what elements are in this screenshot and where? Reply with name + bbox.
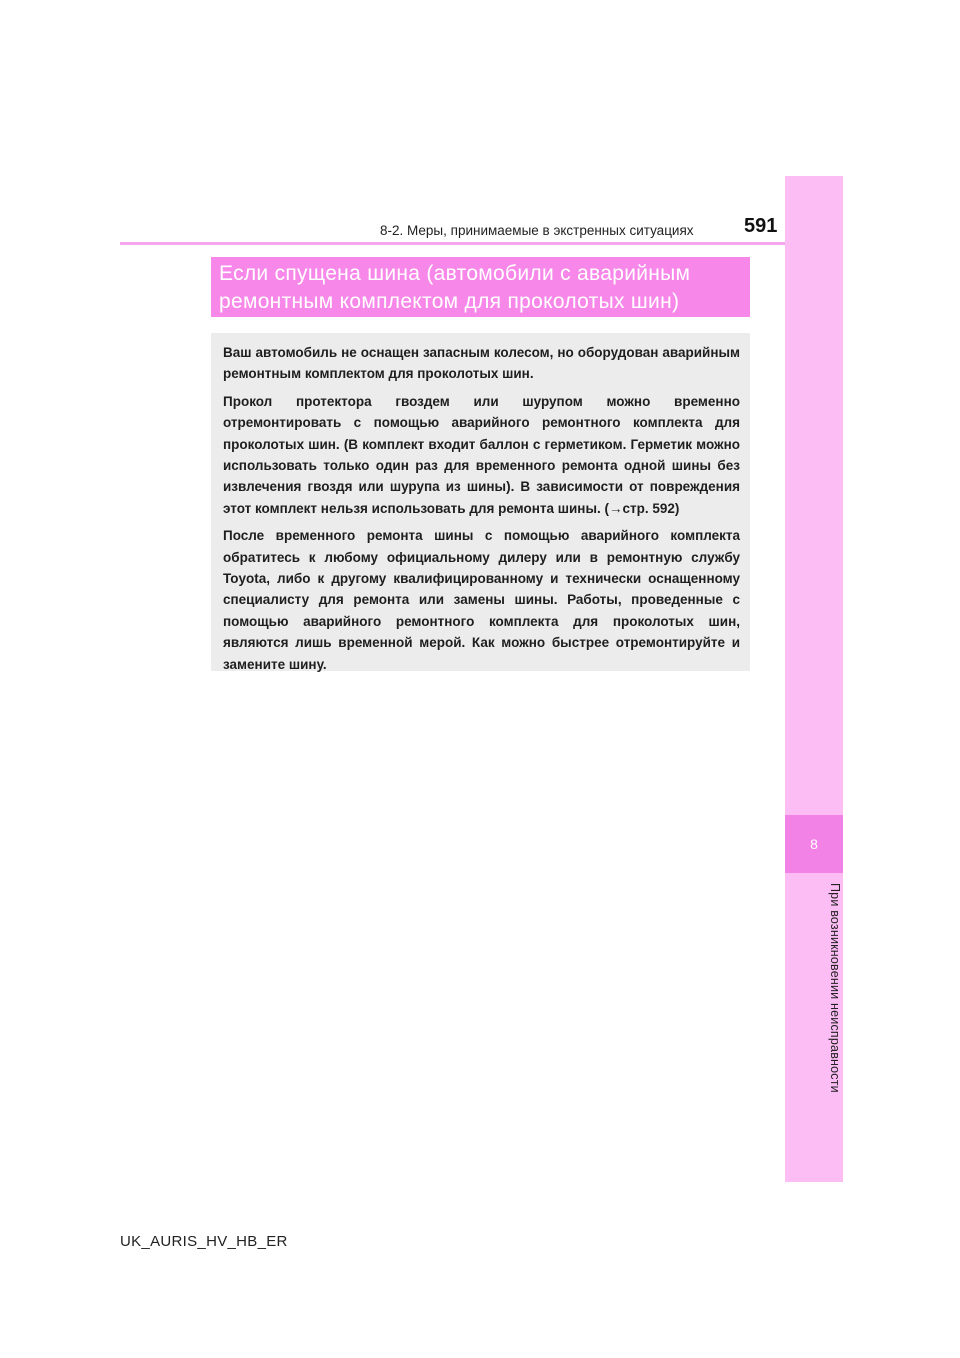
intro-paragraph-3: После временного ремонта шины с помощью аварийного комплекта обратитесь к любому официальному дилеру или в ремонтную службу Toyota, либо к другому квалифицированному и технически оснащенному специалисту для ремонта или замены шины. Работы, проведенные с помощью аварийного ремонтного комплекта для проколотых шин, являются лишь временной мерой. Как можно быстрее отремонтируйте и замените шину. xyxy=(223,528,740,672)
header-divider xyxy=(120,242,785,245)
intro-content-box xyxy=(211,333,750,671)
topic-title-line-2: ремонтным комплектом для проколотых шин) xyxy=(219,290,680,313)
chapter-number: 8 xyxy=(810,836,818,852)
document-code: UK_AURIS_HV_HB_ER xyxy=(120,1233,288,1250)
page-number: 591 xyxy=(744,215,778,237)
chapter-number-tab[interactable] xyxy=(785,815,843,873)
topic-title-box xyxy=(211,257,750,317)
intro-paragraph-2: Прокол протектора гвоздем или шурупом можно временно отремонтировать с помощью аварийного ремонтного комплекта для проколотых шин. (В комплект входит баллон с герметиком. Герметик можно использовать только один раз для временного ремонта одной шины без извлечения гвоздя или шурупа из шины). В зависимости от повреждения этот комплект нельзя использовать для ремонта шины. (→стр. 592) xyxy=(223,393,740,516)
topic-title-line-1: Если спущена шина (автомобили с аварийным xyxy=(219,262,691,285)
intro-paragraph-1: Ваш автомобиль не оснащен запасным колесом, но оборудован аварийным ремонтным комплектом для проколотых шин. xyxy=(223,345,740,382)
chapter-title-vertical: При возникновении неисправности xyxy=(828,882,842,1093)
section-heading: 8-2. Меры, принимаемые в экстренных ситуациях xyxy=(380,223,694,238)
